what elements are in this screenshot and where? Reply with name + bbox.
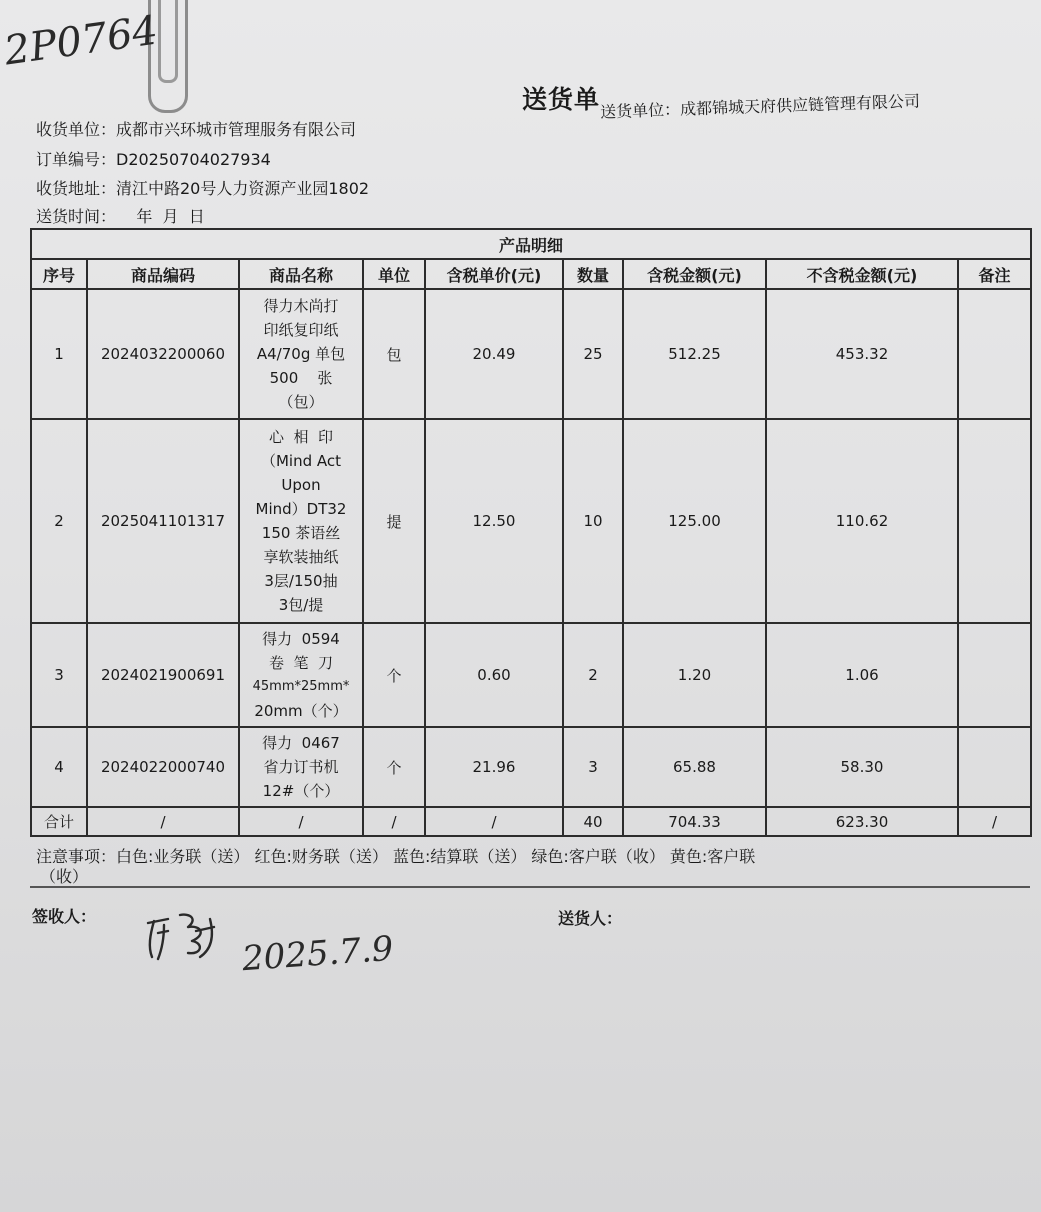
cell-code: 2024021900691 xyxy=(87,623,239,727)
cell-no: 4 xyxy=(31,727,87,807)
cell-unit: 提 xyxy=(363,419,425,623)
cell-amount-notax: 453.32 xyxy=(766,289,958,419)
cell-unit-price: 21.96 xyxy=(425,727,563,807)
cell-code: 2024032200060 xyxy=(87,289,239,419)
cell-amount-notax: 1.06 xyxy=(766,623,958,727)
cell-qty: 10 xyxy=(563,419,623,623)
cell-amount-tax: 512.25 xyxy=(623,289,766,419)
cell-amount-tax: 65.88 xyxy=(623,727,766,807)
cell-unit-price: 20.49 xyxy=(425,289,563,419)
header-remark: 备注 xyxy=(958,259,1031,289)
sender-unit: 送货单位：成都锦城天府供应链管理有限公司 xyxy=(599,91,921,122)
total-qty: 40 xyxy=(563,807,623,836)
header-unit: 单位 xyxy=(363,259,425,289)
cell-remark xyxy=(958,289,1031,419)
cell-amount-notax: 110.62 xyxy=(766,419,958,623)
cell-amount-tax: 125.00 xyxy=(623,419,766,623)
signature-date: 2025.7.9 xyxy=(240,928,395,980)
cell-unit: 包 xyxy=(363,289,425,419)
cell-name: 心 相 印 （Mind Act Upon Mind）DT32 150 茶语丝 享软装抽纸 3层/150抽 3包/提 xyxy=(239,419,363,623)
document-title: 送货单 xyxy=(522,85,601,114)
paperclip-inner-icon xyxy=(158,0,178,83)
cell-code: 2025041101317 xyxy=(87,419,239,623)
divider xyxy=(30,886,1030,888)
delivery-time: 送货时间： 年 月 日 xyxy=(36,207,205,226)
section-title: 产品明细 xyxy=(31,229,1031,259)
cell-name: 得力木尚打 印纸复印纸 A4/70g 单包 500 张 （包） xyxy=(239,289,363,419)
header-qty: 数量 xyxy=(563,259,623,289)
total-name: / xyxy=(239,807,363,836)
cell-unit-price: 0.60 xyxy=(425,623,563,727)
cell-code: 2024022000740 xyxy=(87,727,239,807)
cell-remark xyxy=(958,727,1031,807)
total-unit: / xyxy=(363,807,425,836)
handwritten-code: 2P0764 xyxy=(1,7,161,75)
product-table xyxy=(30,228,1032,837)
notes-line-2: （收） xyxy=(40,867,89,886)
total-amount-notax: 623.30 xyxy=(766,807,958,836)
cell-remark xyxy=(958,419,1031,623)
handwritten-signature xyxy=(140,905,240,965)
cell-amount-notax: 58.30 xyxy=(766,727,958,807)
cell-name: 得力 0594 卷 笔 刀 45mm*25mm* 20mm（个） xyxy=(239,623,363,727)
header-name: 商品名称 xyxy=(239,259,363,289)
cell-unit: 个 xyxy=(363,727,425,807)
cell-no: 1 xyxy=(31,289,87,419)
cell-remark xyxy=(958,623,1031,727)
header-no: 序号 xyxy=(31,259,87,289)
header-code: 商品编码 xyxy=(87,259,239,289)
cell-qty: 3 xyxy=(563,727,623,807)
total-code: / xyxy=(87,807,239,836)
receiver-unit: 收货单位：成都市兴环城市管理服务有限公司 xyxy=(36,120,357,139)
header-amount-notax: 不含税金额(元) xyxy=(766,259,958,289)
cell-unit-price: 12.50 xyxy=(425,419,563,623)
order-number: 订单编号：D20250704027934 xyxy=(36,150,271,169)
table-row xyxy=(31,289,1031,419)
cell-name: 得力 0467 省力订书机 12#（个） xyxy=(239,727,363,807)
receiver-address: 收货地址：清江中路20号人力资源产业园1802 xyxy=(36,179,370,198)
cell-qty: 2 xyxy=(563,623,623,727)
total-remark: / xyxy=(958,807,1031,836)
cell-no: 3 xyxy=(31,623,87,727)
table-row xyxy=(31,623,1031,727)
deliverer-label: 送货人： xyxy=(558,909,623,928)
header-unit-price: 含税单价(元) xyxy=(425,259,563,289)
cell-no: 2 xyxy=(31,419,87,623)
total-label: 合计 xyxy=(31,807,87,836)
cell-qty: 25 xyxy=(563,289,623,419)
cell-amount-tax: 1.20 xyxy=(623,623,766,727)
notes-line-1: 注意事项：白色:业务联（送） 红色:财务联（送） 蓝色:结算联（送） 绿色:客户联（收） 黄色:客户联 xyxy=(36,847,756,866)
table-row xyxy=(31,727,1031,807)
cell-unit: 个 xyxy=(363,623,425,727)
table-row xyxy=(31,419,1031,623)
total-row xyxy=(31,807,1031,836)
header-amount-tax: 含税金额(元) xyxy=(623,259,766,289)
total-amount-tax: 704.33 xyxy=(623,807,766,836)
signer-label: 签收人： xyxy=(32,907,97,926)
total-unit-price: / xyxy=(425,807,563,836)
